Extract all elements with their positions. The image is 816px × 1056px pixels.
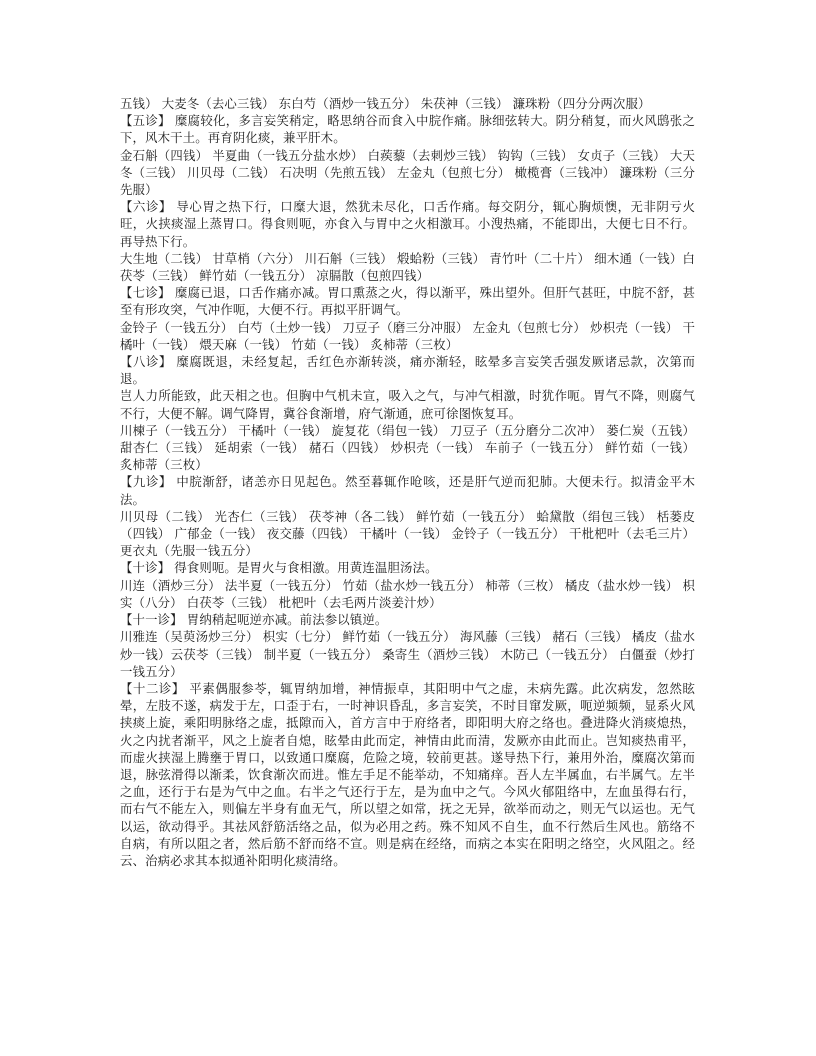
paragraph-text: 金石斛（四钱） 半夏曲（一钱五分盐水炒） 白蒺藜（去刺炒三钱） 钩钩（三钱） 女贞子（三钱） 大天冬（三钱） 川贝母（二钱） 石决明（先煎五钱） 左金丸（包煎七分） 橄榄膏（三钱冲） 濂珠粉（三分先服） xyxy=(120,147,695,198)
consult-paragraph xyxy=(120,680,695,869)
prescription-paragraph xyxy=(120,508,695,560)
section-marker: 【八诊】 xyxy=(120,354,172,370)
section-marker: 【七诊】 xyxy=(120,285,171,301)
paragraph-text: 川贝母（二钱） 光杏仁（三钱） 茯苓神（各二钱） 鲜竹茹（一钱五分） 蛤黛散（绢包三钱） 栝蒌皮（四钱） 广郁金（一钱） 夜交藤（四钱） 干橘叶（一钱） 金铃子（一钱五分） 干枇杷叶（去毛三片） 更衣丸（先服一钱五分） xyxy=(120,508,695,559)
prescription-paragraph xyxy=(120,577,695,611)
paragraph-text: 中脘渐舒，诸恙亦日见起色。然至暮辄作呛咳，还是肝气逆而犯肺。大便未行。拟清金平木法。 xyxy=(120,474,695,507)
paragraph-text: 糜腐较化，多言妄笑稍定，略思纳谷而食入中脘作痛。脉细弦转大。阴分稍复，而火风鸱张之下，风木干土。再育阴化痰，兼平肝木。 xyxy=(120,113,695,146)
paragraph-text: 胃纳稍起呃逆亦减。前法参以镇逆。 xyxy=(182,612,388,628)
paragraph-text: 平素偶服参苓，辄胃纳加增，神情振卓，其阳明中气之虚，未病先露。此次病发，忽然眩晕，左肢不遂，病发于左，口歪于右，一时神识昏乱，多言妄笑，不时目窜发厥，呃逆频频，显系火风挟痰上旋，乘阳明脉络之虚，抵隙而入，首方言中于府络者，即阳明大府之络也。叠进降火消痰熄热，火之内扰者渐平，风之上旋者自熄，眩晕由此而定，神情由此而清，发厥亦由此而止。岂知痰热甫平，而虚火挟湿上腾壅于胃口，以致通口糜腐，危险之境，较前更甚。遂导热下行，兼用外治，糜腐次第而退，脉弦滑得以渐柔，饮食渐次而进。惟左手足不能举动，不知痛痒。吾人左半属血，右半属气。左半之血，还行于右是为气中之血。右半之气还行于左，是为血中之气。今风火郁阻络中，左血虽得右行，而右气不能左入，则偏左半身有血无气，所以望之如常，抚之无异，欲举而动之，则无气以运也。无气以运，欲动得乎。其祛风舒筋活络之品，似为必用之药。殊不知风不自生，血不行然后生风也。筋络不自病，有所以阻之者，然后筋不舒而络不宣。则是病在经络，而病之本实在阳明之络空，火风阻之。经云、治病必求其本拟通补阳明化痰清络。 xyxy=(120,680,695,868)
paragraph-text: 导心胃之热下行，口糜大退，然犹未尽化，口舌作痛。每交阴分，辄心胸烦懊，无非阴亏火旺，火挟痰湿上蒸胃口。得食则呃，亦食入与胃中之火相激耳。小溲热痛，不能即出，大便七日不行。再导热下行。 xyxy=(120,199,695,249)
section-marker: 【十二诊】 xyxy=(120,680,185,696)
paragraph-text: 得食则呃。是胃火与食相激。用黄连温胆汤法。 xyxy=(170,560,438,576)
prescription-paragraph xyxy=(120,422,695,474)
consult-paragraph xyxy=(120,112,695,146)
paragraph-text: 川楝子（一钱五分） 干橘叶（一钱） 旋复花（绢包一钱） 刀豆子（五分磨分二次冲） 蒌仁炭（五钱） 甜杏仁（三钱） 延胡索（一钱） 赭石（四钱） 炒枳壳（一钱） 车前子（一钱五分） 鲜竹茹（一钱） 炙柿蒂（三枚） xyxy=(120,422,695,473)
prescription-paragraph xyxy=(120,250,695,284)
paragraph-text: 金铃子（一钱五分） 白芍（土炒一钱） 刀豆子（磨三分冲服） 左金丸（包煎七分） 炒枳壳（一钱） 干橘叶（一钱） 煨天麻（一钱） 竹茹（一钱） 炙柿蒂（三枚） xyxy=(120,319,695,352)
prescription-paragraph xyxy=(120,147,695,199)
consult-paragraph xyxy=(120,473,695,507)
consult-paragraph xyxy=(120,559,695,576)
paragraph-text: 糜腐既退，未经复起，舌红色亦渐转淡，痛亦渐轻，眩晕多言妄笑舌强发厥诸忌款，次第而退。 xyxy=(120,354,695,387)
paragraph-text: 岂人力所能致，此天相之也。但胸中气机未宣，吸入之气，与冲气相激，时犹作呃。胃气不降，则腐气不行，大便不解。调气降胃，冀谷食渐增，府气渐通，庶可徐图恢复耳。 xyxy=(120,388,695,421)
section-marker: 【九诊】 xyxy=(120,474,172,490)
section-marker: 【十一诊】 xyxy=(120,612,183,628)
text-paragraph xyxy=(120,387,695,421)
paragraph-text: 川雅连（吴萸汤炒三分） 枳实（七分） 鲜竹茹（一钱五分） 海风藤（三钱） 赭石（三钱） 橘皮（盐水炒一钱）云茯苓（三钱） 制半夏（一钱五分） 桑寄生（酒炒三钱） 木防己（一钱五分） 白僵蚕（炒打一钱五分） xyxy=(120,629,695,679)
text-paragraph xyxy=(120,95,695,112)
paragraph-text: 五钱） 大麦冬（去心三钱） 东白芍（酒炒一钱五分） 朱茯神（三钱） 濂珠粉（四分分两次服） xyxy=(120,96,651,111)
section-marker: 【六诊】 xyxy=(120,199,172,215)
document-page xyxy=(120,95,695,869)
consult-paragraph xyxy=(120,353,695,387)
prescription-paragraph xyxy=(120,628,695,680)
paragraph-text: 糜腐已退，口舌作痛亦减。胃口熏蒸之火，得以渐平，殊出望外。但肝气甚旺，中脘不舒，甚至有形攻突，气冲作呃，大便不行。再拟平肝调气。 xyxy=(120,285,695,318)
consult-paragraph xyxy=(120,611,695,628)
consult-paragraph xyxy=(120,284,695,318)
paragraph-text: 川连（酒炒三分） 法半夏（一钱五分） 竹茹（盐水炒一钱五分） 柿蒂（三枚） 橘皮（盐水炒一钱） 枳实（八分） 白茯苓（三钱） 枇杷叶（去毛两片淡姜汁炒） xyxy=(120,577,695,610)
section-marker: 【五诊】 xyxy=(120,113,171,129)
paragraph-text: 大生地（二钱） 甘草梢（六分） 川石斛（三钱） 煅蛤粉（三钱） 青竹叶（二十片） 细木通（一钱）白茯苓（三钱） 鲜竹茹（一钱五分） 凉膈散（包煎四钱） xyxy=(120,250,695,284)
consult-paragraph xyxy=(120,198,695,250)
prescription-paragraph xyxy=(120,319,695,353)
section-marker: 【十诊】 xyxy=(120,560,171,576)
